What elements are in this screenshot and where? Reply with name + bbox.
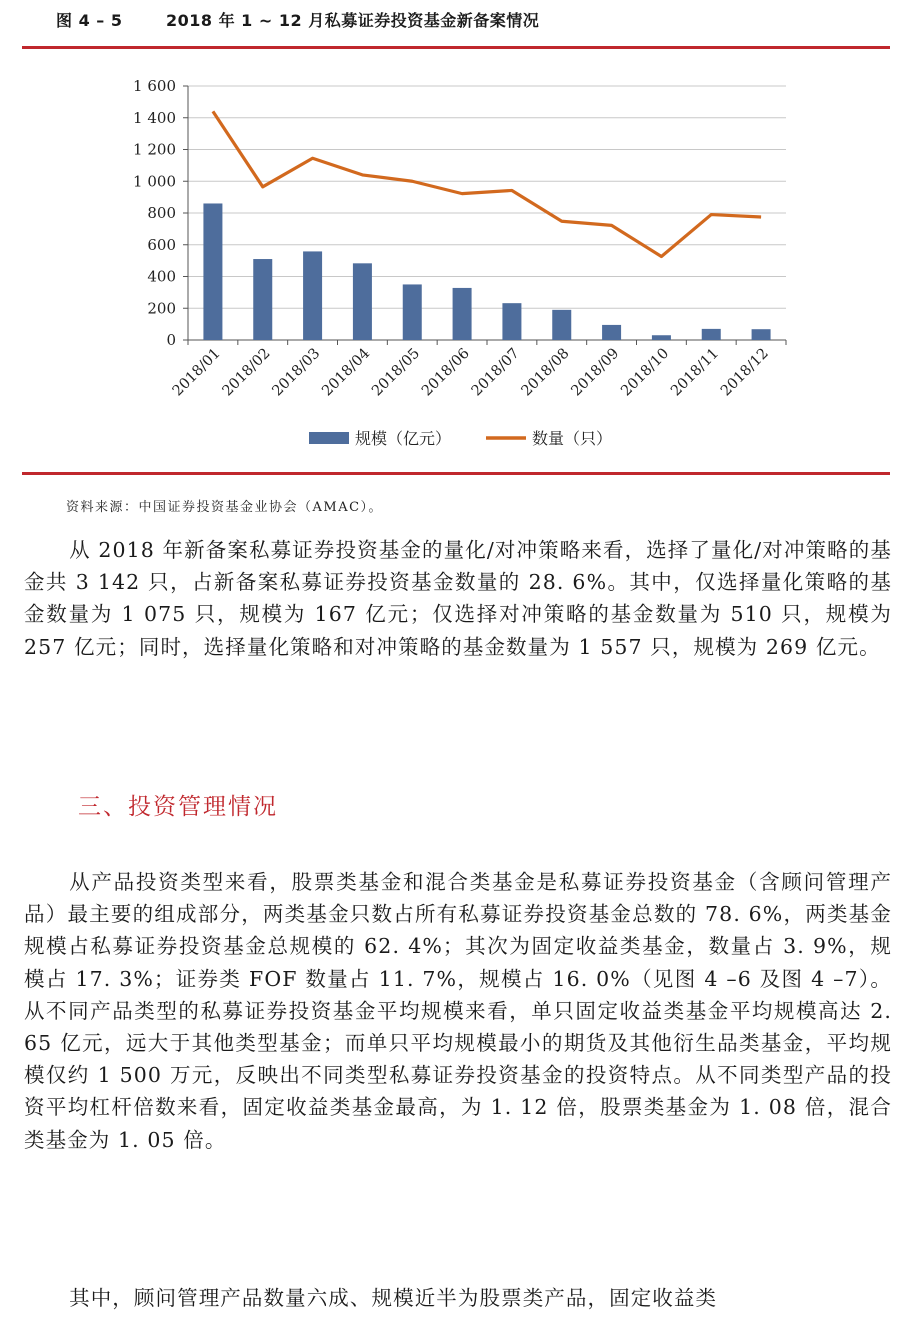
paragraph-investment-type: 从产品投资类型来看，股票类基金和混合类基金是私募证券投资基金（含顾问管理产品）最主要的组成部分，两类基金只数占所有私募证券投资基金总数的 78. 6%，两类基金规模占私募证券投资基金总规模的 62. 4%；其次为固定收益类基金，数量占 3. 9%，规模占 17. 3%；证券类 FOF 数量占 11. 7%，规模占 16. 0%（见图 4 –6 及图 4 –7）。从不同产品类型的私募证券投资基金平均规模来看，单只固定收益类基金平均规模高达 2. 65 亿元，远大于其他类型基金；而单只平均规模最小的期货及其他衍生品类基金，平均规模仅约 1 500 万元，反映出不同类型私募证券投资基金的投资特点。从不同类型产品的投资平均杠杆倍数来看，固定收益类基金最高，为 1. 12 倍，股票类基金为 1. 08 倍，混合类基金为 1. 05 倍。 [24,870,892,1152]
x-tick-label: 2018/08 [518,345,573,400]
legend [309,429,612,448]
x-tick-label: 2018/10 [618,345,673,400]
x-tick-label: 2018/04 [319,345,374,400]
section-title: 三、投资管理情况 [78,794,278,820]
y-tick-label: 600 [147,235,176,254]
y-tick-label: 0 [166,331,176,349]
bar [253,259,272,340]
x-tick-label: 2018/11 [668,345,723,400]
line-path [213,111,761,256]
bar [203,203,222,340]
chart [0,50,901,470]
y-tick-label: 1 400 [133,108,176,127]
y-tick-label: 200 [147,299,176,318]
x-tick-label: 2018/01 [169,345,224,400]
figure-number: 图 4 – 5 [56,11,123,30]
bar [752,329,771,340]
bar [353,263,372,340]
y-tick-label: 800 [147,204,176,222]
paragraph-quant-hedge: 从 2018 年新备案私募证券投资基金的量化/对冲策略来看，选择了量化/对冲策略的基金共 3 142 只，占新备案私募证券投资基金数量的 28. 6%。其中，仅选择量化策略的基金数量为 1 075 只，规模为 167 亿元；仅选择对冲策略的基金数量为 510 只，规模为 257 亿元；同时，选择量化策略和对冲策略的基金数量为 1 557 只，规模为 269 亿元。 [24,538,892,659]
bar [552,310,571,340]
bar [652,335,671,340]
x-tick-label: 2018/09 [568,345,623,400]
y-tick-label: 1 000 [133,172,176,191]
x-tick-label: 2018/07 [468,345,523,400]
figure-title: 2018 年 1 ~ 12 月私募证券投资基金新备案情况 [166,11,540,30]
bar [453,288,472,340]
figure-caption [56,8,539,31]
x-tick-label: 2018/02 [219,345,274,400]
line-series [213,111,761,256]
legend-line-label: 数量（只） [532,429,613,448]
legend-bar-label: 规模（亿元） [355,429,452,448]
x-tick-label: 2018/03 [269,345,324,400]
top-rule [22,46,890,49]
bar [403,284,422,340]
source-note: 资料来源：中国证券投资基金业协会（AMAC）。 [66,500,384,515]
bar-series [203,203,770,340]
y-axis [133,77,188,349]
x-tick-label: 2018/05 [369,345,424,400]
paragraph-advisory: 其中，顾问管理产品数量六成、规模近半为股票类产品，固定收益类 [69,1286,718,1310]
x-tick-label: 2018/12 [717,345,772,400]
x-tick-label: 2018/06 [418,345,473,400]
bar [602,325,621,340]
bar [303,251,322,340]
y-tick-label: 400 [147,267,176,286]
y-tick-label: 1 200 [133,140,176,159]
chart-grid [188,86,786,340]
bar [702,329,721,340]
bottom-rule [22,472,890,475]
y-tick-label: 1 600 [133,77,176,95]
x-axis [170,340,786,399]
bar [502,303,521,340]
legend-bar-swatch [309,432,349,444]
